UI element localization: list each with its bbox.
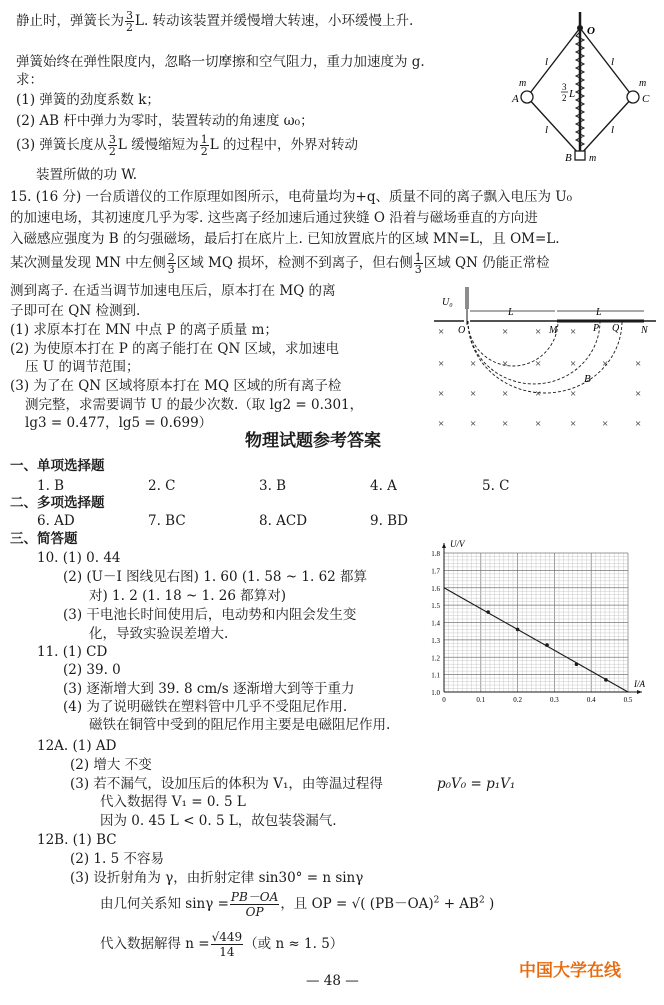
svg-text:×: × (502, 418, 509, 430)
svg-text:×: × (570, 418, 577, 430)
section-single-choice: 一、单项选择题 (10, 458, 105, 474)
svg-text:U₀: U₀ (442, 297, 453, 308)
svg-text:L: L (596, 307, 602, 318)
fraction: $\frac{2}{3}$ (167, 251, 175, 276)
a11-3: (3) 逐渐增大到 39. 8 cm/s 逐渐增大到等于重力 (63, 681, 355, 697)
x-tick-label: 0.2 (513, 696, 522, 704)
data-point (604, 678, 608, 682)
q15-line9: 压 U 的调节范围； (25, 359, 140, 375)
data-point (486, 610, 490, 614)
watermark-logo: 中国大学在线 (519, 961, 621, 981)
svg-text:N: N (641, 325, 648, 336)
svg-text:×: × (438, 418, 445, 430)
a12B-5: 代入数据解得 n = $\frac{√449}{14}$ （或 n ≈ 1. 5） (100, 930, 344, 959)
q15-line4: 某次测量发现 MN 中左侧 $\frac{2}{3}$ 区域 MQ 损坏，检测不到离子，但右侧 $\frac{1}{3}$ 区域 QN 仍能正常检 (10, 251, 550, 276)
svg-text:×: × (635, 388, 642, 400)
q14-line3: 求： (16, 72, 43, 88)
svg-text:×: × (470, 418, 477, 430)
answer-item: 8. ACD (259, 513, 308, 529)
svg-text:×: × (635, 418, 642, 430)
svg-text:P: P (593, 323, 600, 334)
a12A-1: 12A. (1) AD (37, 738, 117, 754)
q15-line11: 测完整，求需要调节 U 的最少次数.（取 lg2 = 0.301， (25, 397, 364, 413)
a12B-2: (2) 1. 5 不容易 (70, 851, 164, 867)
a10-3: (3) 干电池长时间使用后，电动势和内阻会发生变 (63, 607, 357, 623)
page-number: — 48 — (306, 973, 359, 989)
fraction: $\frac{√449}{14}$ (211, 930, 243, 959)
x-axis-label: I/A (634, 679, 645, 689)
svg-text:A: A (512, 93, 519, 105)
q15-line5: 测到离子. 在适当调节加速电压后，原本打在 MQ 的离 (10, 283, 336, 299)
q14-line1: 静止时，弹簧长为 $\frac{3}{2}$ L. 转动该装置并缓慢增大转速，小环缓慢上升. (16, 9, 414, 34)
x-axis-arrow (637, 690, 642, 694)
answer-item: 4. A (370, 478, 397, 494)
x-tick-label: 0.1 (476, 696, 486, 704)
answer-item: 2. C (148, 478, 176, 494)
svg-text:×: × (635, 358, 642, 370)
svg-text:×: × (570, 326, 577, 338)
q15-line3: 入磁感应强度为 B 的匀强磁场，最后打在底片上. 已知放置底片的区域 MN=L，且 OM=L. (10, 231, 560, 247)
fraction: $\frac{3}{2}$ (126, 9, 133, 34)
q15-line1: 15. (16 分) 一台质谱仪的工作原理如图所示，电荷量均为+q、质量不同的离子飘入电压为 U₀ (10, 189, 573, 205)
answer-item: 7. BC (148, 513, 186, 529)
answer-item: 3. B (259, 478, 287, 494)
answers-title: 物理试题参考答案 (245, 431, 381, 451)
answer-item: 9. BD (370, 513, 408, 529)
answer-item: 6. AD (37, 513, 75, 529)
svg-text:B: B (565, 152, 572, 164)
x-tick-label: 0.4 (586, 696, 596, 704)
fraction: $\frac{1}{2}$ (200, 133, 208, 158)
y-tick-label: 1.0 (431, 689, 440, 697)
fraction: $\frac{1}{3}$ (414, 251, 422, 276)
svg-text:C: C (642, 93, 650, 105)
svg-text:Q: Q (612, 323, 620, 334)
q15-line10: (3) 为了在 QN 区域将原本打在 MQ 区域的所有离子检 (10, 378, 342, 394)
q14-line4: (1) 弹簧的劲度系数 k； (16, 92, 160, 108)
svg-text:×: × (502, 326, 509, 338)
y-axis-label: U/V (450, 539, 465, 549)
svg-text:×: × (470, 388, 477, 400)
q15-line8: (2) 为使原本打在 P 的离子能打在 QN 区域，求加速电 (10, 341, 340, 357)
x-tick-label: 0 (442, 696, 446, 704)
svg-text:l: l (611, 124, 615, 136)
a12A-2: (2) 增大 不变 (70, 757, 152, 773)
a11-1: 11. (1) CD (37, 644, 108, 660)
svg-text:l: l (611, 56, 615, 68)
y-tick-label: 1.3 (431, 636, 440, 645)
svg-text:m: m (519, 78, 527, 89)
q14-line5: (2) AB 杆中弹力为零时，装置转动的角速度 ω₀； (16, 113, 314, 129)
a12B-4: 由几何关系知 sinγ = $\frac{PB-OA}{OP}$ ，且 OP = √( $(PB-OA)^2 + AB^2$ ) (100, 890, 495, 919)
y-tick-label: 1.2 (431, 654, 440, 663)
svg-text:m: m (589, 153, 597, 164)
svg-text:×: × (602, 418, 609, 430)
svg-text:×: × (470, 358, 477, 370)
q15-line12: lg3 = 0.477，lg5 = 0.699） (25, 415, 213, 431)
a12B-3: (3) 设折射角为 γ，由折射定律 sin30° = n sinγ (70, 870, 364, 886)
fraction: $\frac{3}{2}$ (108, 133, 116, 158)
svg-text:l: l (545, 124, 549, 136)
svg-text:3: 3 (562, 82, 567, 92)
svg-text:×: × (502, 388, 509, 400)
svg-text:l: l (545, 56, 549, 68)
y-tick-label: 1.5 (431, 602, 440, 611)
a10-1: 10. (1) 0. 44 (37, 550, 121, 566)
graph-grid (444, 553, 628, 692)
a11-4: (4) 为了说明磁铁在塑料管中几乎不受阻尼作用. (63, 699, 348, 715)
data-point (516, 628, 520, 632)
data-point (575, 662, 579, 666)
q14-line2: 弹簧始终在弹性限度内，忽略一切摩擦和空气阻力，重力加速度为 g. (16, 54, 425, 70)
q14-line7: 装置所做的功 W. (36, 167, 138, 183)
a10-2: (2) (U－I 图线见右图) 1. 60 (1. 58 ~ 1. 62 都算 (63, 569, 368, 585)
a12A-3: (3) 若不漏气，设加压后的体积为 V₁，由等温过程得 (70, 776, 383, 792)
svg-text:×: × (570, 358, 577, 370)
data-point (545, 643, 549, 647)
a12B-1: 12B. (1) BC (37, 832, 117, 848)
svg-text:L: L (508, 307, 514, 318)
graph-ticks (431, 550, 633, 704)
a12A-3b: 代入数据得 V₁ = 0. 5 L (100, 794, 246, 810)
a10-3b: 化，导致实验误差增大. (89, 626, 229, 642)
a12A-3c: 因为 0. 45 L < 0. 5 L，故包装袋漏气. (100, 813, 337, 829)
q14-line6: (3) 弹簧长度从 $\frac{3}{2}$ L 缓慢缩短为 $\frac{1}{2}$ L 的过程中，外界对转动 (16, 133, 358, 158)
y-tick-label: 1.1 (431, 671, 440, 680)
section-multi-choice: 二、多项选择题 (10, 495, 105, 511)
answer-item: 5. C (482, 478, 510, 494)
y-tick-label: 1.7 (431, 567, 440, 576)
svg-text:M: M (549, 325, 558, 336)
svg-text:×: × (602, 358, 609, 370)
svg-text:×: × (502, 358, 509, 370)
svg-text:O: O (587, 25, 595, 37)
x-tick-label: 0.5 (623, 696, 633, 704)
svg-text:×: × (535, 388, 542, 400)
a12A-3-equation: p₀V₀ = p₁V₁ (437, 776, 516, 792)
x-tick-label: 0.3 (550, 696, 559, 704)
svg-text:×: × (535, 358, 542, 370)
q15-line6: 子即可在 QN 检测到. (10, 303, 141, 319)
y-tick-label: 1.4 (431, 619, 440, 628)
answer-item: 1. B (37, 478, 65, 494)
u-i-graph (420, 535, 660, 735)
svg-text:B: B (584, 373, 591, 385)
fraction: $\frac{PB-OA}{OP}$ (230, 890, 279, 919)
svg-text:×: × (438, 358, 445, 370)
svg-text:2: 2 (562, 93, 567, 103)
svg-text:×: × (570, 388, 577, 400)
q15-line7: (1) 求原本打在 MN 中点 P 的离子质量 m； (10, 322, 278, 338)
y-tick-label: 1.8 (431, 550, 440, 558)
q14-rotating-device-figure (505, 10, 655, 175)
svg-text:L: L (569, 88, 576, 100)
y-axis-arrow (442, 543, 446, 548)
q15-line2: 的加速电场，其初速度几乎为零. 这些离子经加速后通过狭缝 O 沿着与磁场垂直的方向进 (10, 210, 538, 226)
a11-2: (2) 39. 0 (63, 662, 121, 678)
y-tick-label: 1.6 (431, 584, 440, 593)
svg-text:×: × (438, 326, 445, 338)
svg-text:O: O (458, 325, 466, 336)
a11-4b: 磁铁在铜管中受到的阻尼作用主要是电磁阻尼作用. (89, 717, 391, 733)
svg-text:×: × (535, 418, 542, 430)
q15-mass-spectrometer-figure (430, 285, 660, 435)
svg-text:m: m (639, 78, 647, 89)
svg-text:×: × (438, 388, 445, 400)
a10-2b: 对) 1. 2 (1. 18 ~ 1. 26 都算对) (89, 588, 287, 604)
section-short-answer: 三、简答题 (10, 531, 78, 547)
svg-text:×: × (535, 326, 542, 338)
